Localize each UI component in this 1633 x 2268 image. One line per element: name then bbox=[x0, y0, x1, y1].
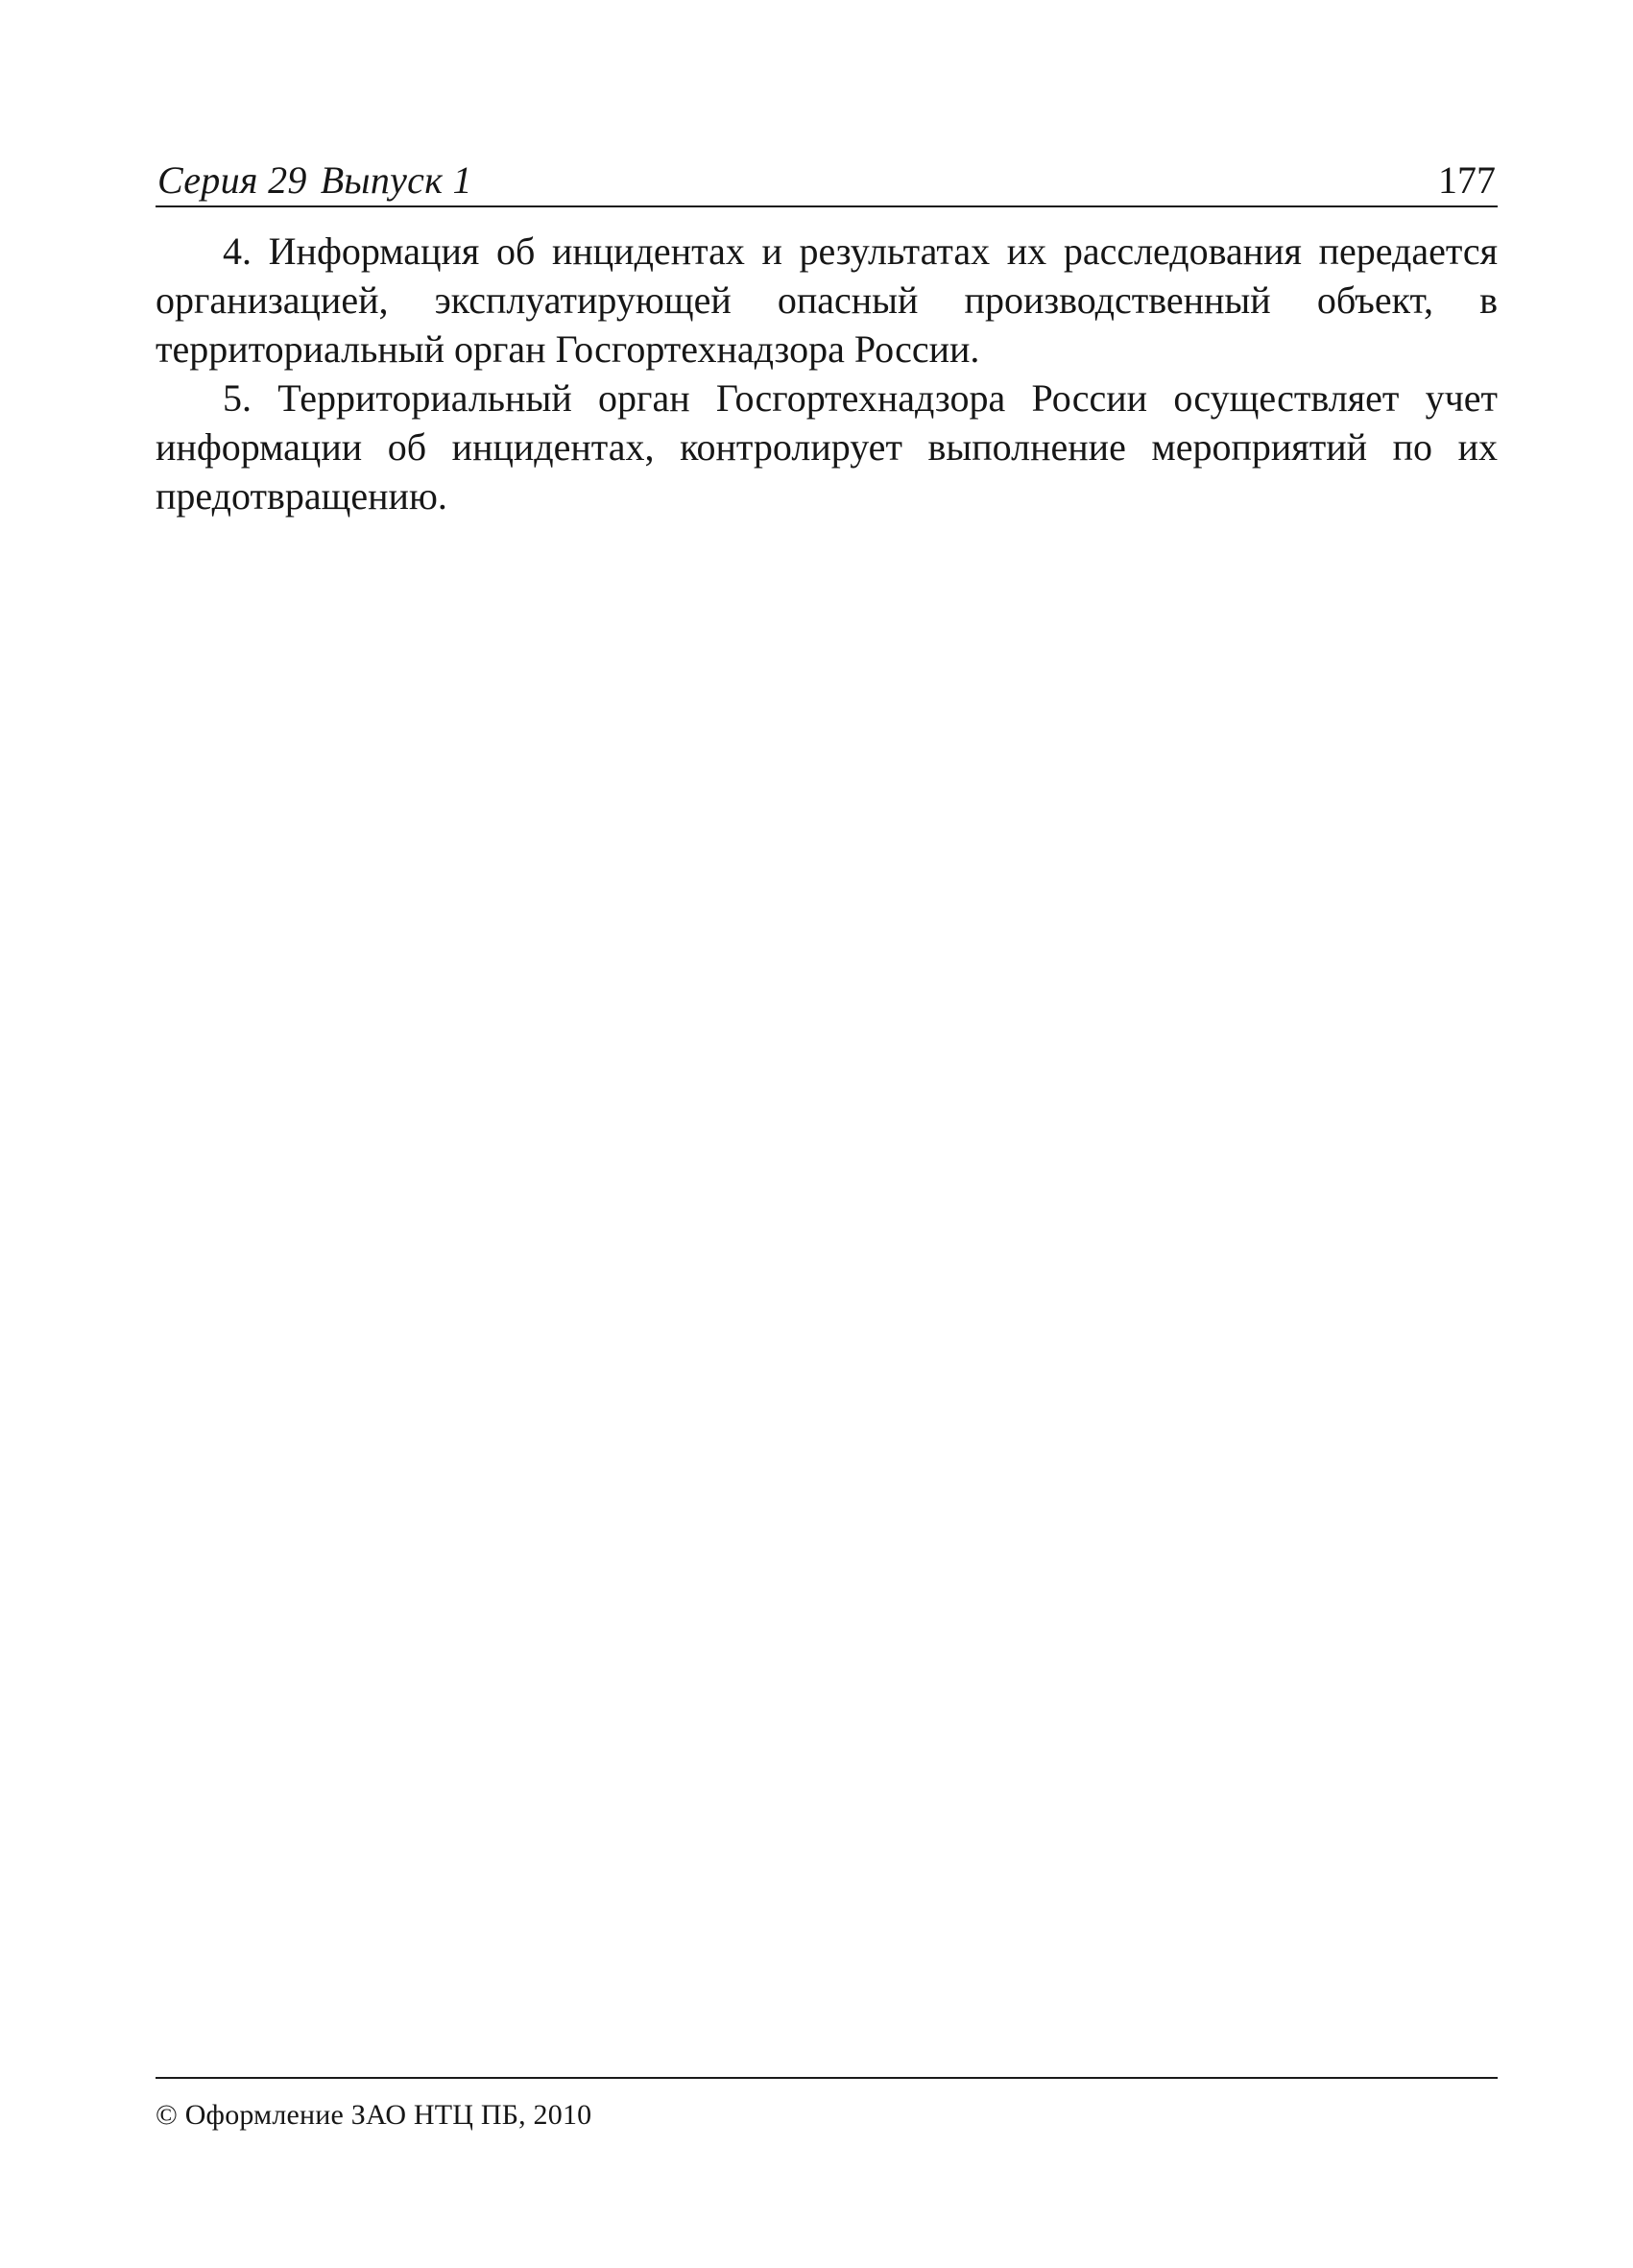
paragraph-5: 5. Территориальный орган Госгортехнадзора России осуществляет учет информации об инцидентах, контролирует выполнение мероприятий по их предотвращению. bbox=[156, 376, 1498, 518]
body-text bbox=[156, 227, 1498, 520]
page-number: 177 bbox=[1438, 158, 1496, 202]
series-number: Серия 29 bbox=[157, 158, 307, 202]
running-footer bbox=[156, 2077, 1498, 2133]
running-header bbox=[156, 154, 1498, 207]
issue-number: Выпуск 1 bbox=[320, 158, 472, 202]
series-label bbox=[157, 157, 472, 204]
copyright-notice: © Оформление ЗАО НТЦ ПБ, 2010 bbox=[156, 2099, 592, 2131]
paragraph-4: 4. Информация об инцидентах и результатах их расследования передается организацией, эксплуатирующей опасный производственный объект, в территориальный орган Госгортехнадзора России. bbox=[156, 229, 1498, 371]
